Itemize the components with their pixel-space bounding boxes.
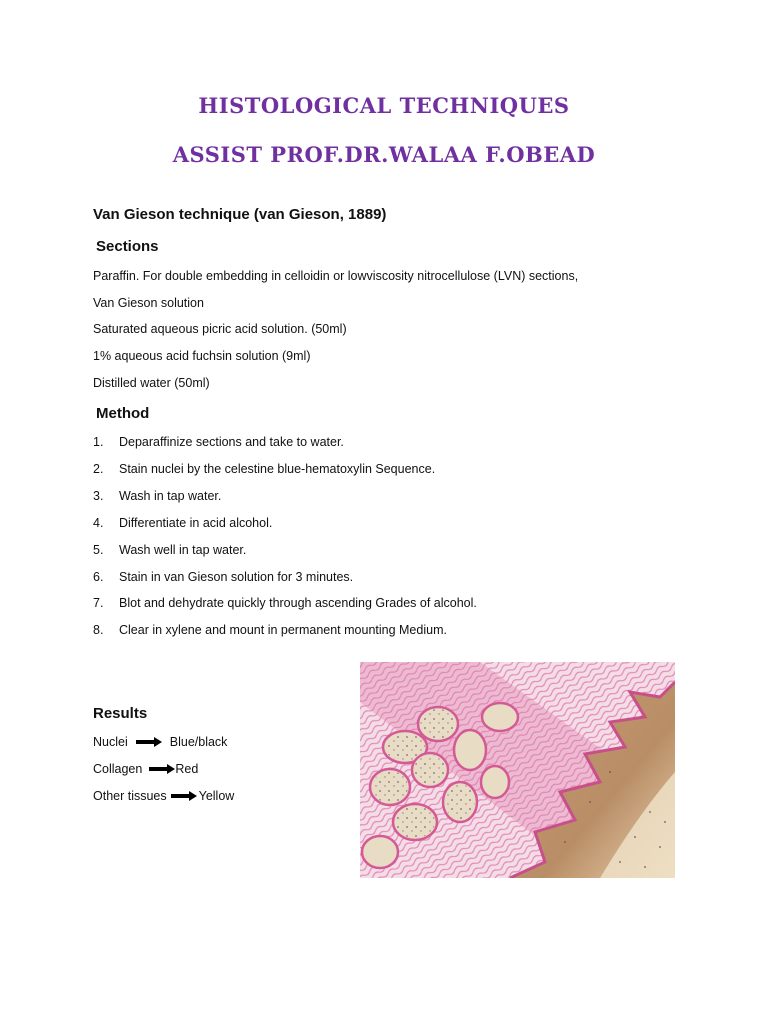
author-line: ASSIST PROF.DR.WALAA F.OBEAD xyxy=(172,142,596,167)
right-arrow-icon xyxy=(149,764,175,774)
step-text: Stain nuclei by the celestine blue-hematoxylin Sequence. xyxy=(119,462,436,476)
technique-title: Van Gieson technique (van Gieson, 1889) xyxy=(93,206,387,223)
results-heading: Results xyxy=(93,705,148,722)
sections-line: Distilled water (50ml) xyxy=(93,376,210,390)
method-step xyxy=(93,489,221,503)
right-arrow-icon xyxy=(136,737,162,747)
step-number: 6. xyxy=(93,570,104,584)
histology-micrograph xyxy=(360,662,675,878)
method-step xyxy=(93,570,353,584)
step-text: Differentiate in acid alcohol. xyxy=(119,516,273,530)
method-step xyxy=(93,516,272,530)
method-step xyxy=(93,596,477,610)
sections-line: Van Gieson solution xyxy=(93,296,204,310)
method-step xyxy=(93,462,435,476)
method-step xyxy=(93,543,246,557)
step-number: 5. xyxy=(93,543,104,557)
result-color: Red xyxy=(175,762,199,776)
step-text: Wash well in tap water. xyxy=(119,543,247,557)
step-text: Deparaffinize sections and take to water. xyxy=(119,435,344,449)
step-text: Blot and dehydrate quickly through ascending Grades of alcohol. xyxy=(119,596,477,610)
step-text: Clear in xylene and mount in permanent mounting Medium. xyxy=(119,623,447,637)
result-tissue: Collagen xyxy=(93,762,143,776)
method-heading: Method xyxy=(96,405,150,422)
step-text: Wash in tap water. xyxy=(119,489,222,503)
step-number: 7. xyxy=(93,596,104,610)
sections-line: Paraffin. For double embedding in celloidin or lowviscosity nitrocellulose (LVN) sections, xyxy=(93,269,579,283)
result-row xyxy=(93,789,234,803)
right-arrow-icon xyxy=(171,791,197,801)
method-step xyxy=(93,435,344,449)
step-number: 2. xyxy=(93,462,104,476)
result-row xyxy=(93,735,227,749)
sections-heading: Sections xyxy=(96,238,159,255)
result-color: Yellow xyxy=(198,789,235,803)
step-number: 4. xyxy=(93,516,104,530)
result-tissue: Other tissues xyxy=(93,789,167,803)
step-number: 1. xyxy=(93,435,104,449)
step-number: 8. xyxy=(93,623,104,637)
result-row xyxy=(93,762,198,776)
result-color: Blue/black xyxy=(169,735,228,749)
document-title: HISTOLOGICAL TECHNIQUES xyxy=(198,93,570,118)
step-text: Stain in van Gieson solution for 3 minutes. xyxy=(119,570,354,584)
step-number: 3. xyxy=(93,489,104,503)
sections-line: Saturated aqueous picric acid solution. (50ml) xyxy=(93,322,347,336)
method-step xyxy=(93,623,447,637)
sections-line: 1% aqueous acid fuchsin solution (9ml) xyxy=(93,349,311,363)
result-tissue: Nuclei xyxy=(93,735,128,749)
